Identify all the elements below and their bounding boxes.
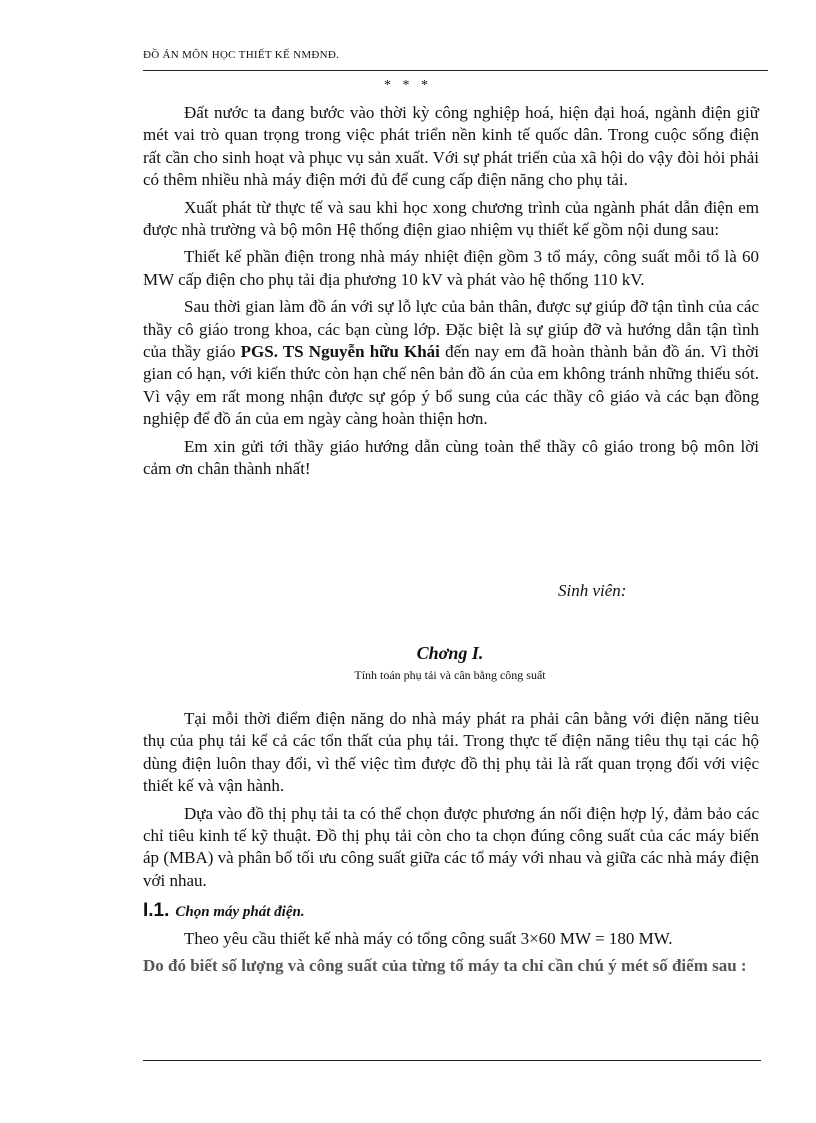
footer-rule	[143, 1060, 761, 1061]
intro-paragraph: Xuất phát từ thực tế và sau khi học xong chương trình của ngành phát dẫn điện em được nhà trường và bộ môn Hệ thống điện giao nhiệm vụ thiết kế gồm nội dung sau:	[143, 197, 759, 240]
ack-text-before: Sau thời gian làm đồ án với sự lỗ lực của bản thân, được sự giúp đỡ tận tình của các thầy cô giáo trong khoa, các bạn cùng lớp. Đặc biệt là sự giúp đỡ và hướng dẫn tận tình của thầy giáo	[143, 297, 759, 362]
intro-paragraph-acknowledgement	[143, 296, 759, 430]
intro-paragraph: Thiết kế phần điện trong nhà máy nhiệt điện gồm 3 tổ máy, công suất mỗi tổ là 60 MW cấp điện cho phụ tải địa phương 10 kV và phát vào hệ thống 110 kV.	[143, 247, 759, 289]
section-number: I.1.	[143, 900, 170, 921]
chapter-subtitle: Tính toán phụ tải và cân bằng công suất	[354, 668, 546, 682]
separator: * * *	[384, 78, 432, 93]
signature-label: Sinh viên:	[558, 581, 627, 600]
chapter-paragraph: Tại mỗi thời điểm điện năng do nhà máy phát ra phải cân bằng với điện năng tiêu thụ của phụ tải kể cả các tổn thất của phụ tải. Trong thực tế điện năng tiêu thụ tại các hộ dùng điện luôn thay đổi, vì thế việc tìm được đồ thị phụ tải là rất quan trọng đối với việc thiết kế và vận hành.	[143, 709, 759, 796]
intro-section	[143, 102, 759, 486]
section-heading	[143, 900, 305, 922]
section-paragraph-bold: Do đó biết số lượng và công suất của từng tổ máy ta chỉ cần chú ý mét số điểm sau :	[143, 956, 747, 976]
chapter-title: Chơng I.	[416, 643, 484, 663]
ack-text-after: đến nay em đã hoàn thành bản đồ án. Vì thời gian có hạn, với kiến thức còn hạn chế nên bản đồ án của em không tránh những thiếu sót. Vì vậy em rất mong nhận được sự góp ý bổ sung của các thầy cô giáo và các bạn đồng nghiệp để đồ án của em ngày càng hoàn thiện hơn.	[143, 342, 759, 429]
section-paragraph: Theo yêu cầu thiết kế nhà máy có tổng công suất 3×60 MW = 180 MW.	[184, 929, 673, 948]
header-rule	[143, 70, 768, 71]
intro-paragraph: Đất nước ta đang bước vào thời kỳ công nghiệp hoá, hiện đại hoá, ngành điện giữ mét vai trò quan trọng trong việc phát triển nền kinh tế quốc dân. Trong cuộc sống điện rất cần cho sinh hoạt và phục vụ sản xuất. Với sự phát triển của xã hội do vậy đòi hỏi phải có thêm nhiều nhà máy điện mới đủ để cung cấp điện năng cho phụ tải.	[143, 103, 759, 190]
section-body	[143, 928, 759, 983]
supervisor-name: PGS. TS Nguyễn hữu Khái	[240, 342, 440, 362]
page-header: ĐỒ ÁN MÔN HỌC THIẾT KẾ NMĐNĐ.	[143, 49, 340, 61]
intro-paragraph: Em xin gửi tới thầy giáo hướng dẫn cùng toàn thể thầy cô giáo trong bộ môn lời cảm ơn chân thành nhất!	[143, 436, 759, 479]
chapter-body	[143, 708, 759, 897]
chapter-paragraph: Dựa vào đồ thị phụ tải ta có thể chọn được phương án nối điện hợp lý, đảm bảo các chỉ tiêu kinh tế kỹ thuật. Đồ thị phụ tải còn cho ta chọn đúng công suất của các máy biến áp (MBA) và phân bố tối ưu công suất giữa các tổ máy với nhau và giữa các nhà máy điện với nhau.	[143, 803, 759, 890]
section-title: Chọn máy phát điện.	[175, 904, 305, 920]
